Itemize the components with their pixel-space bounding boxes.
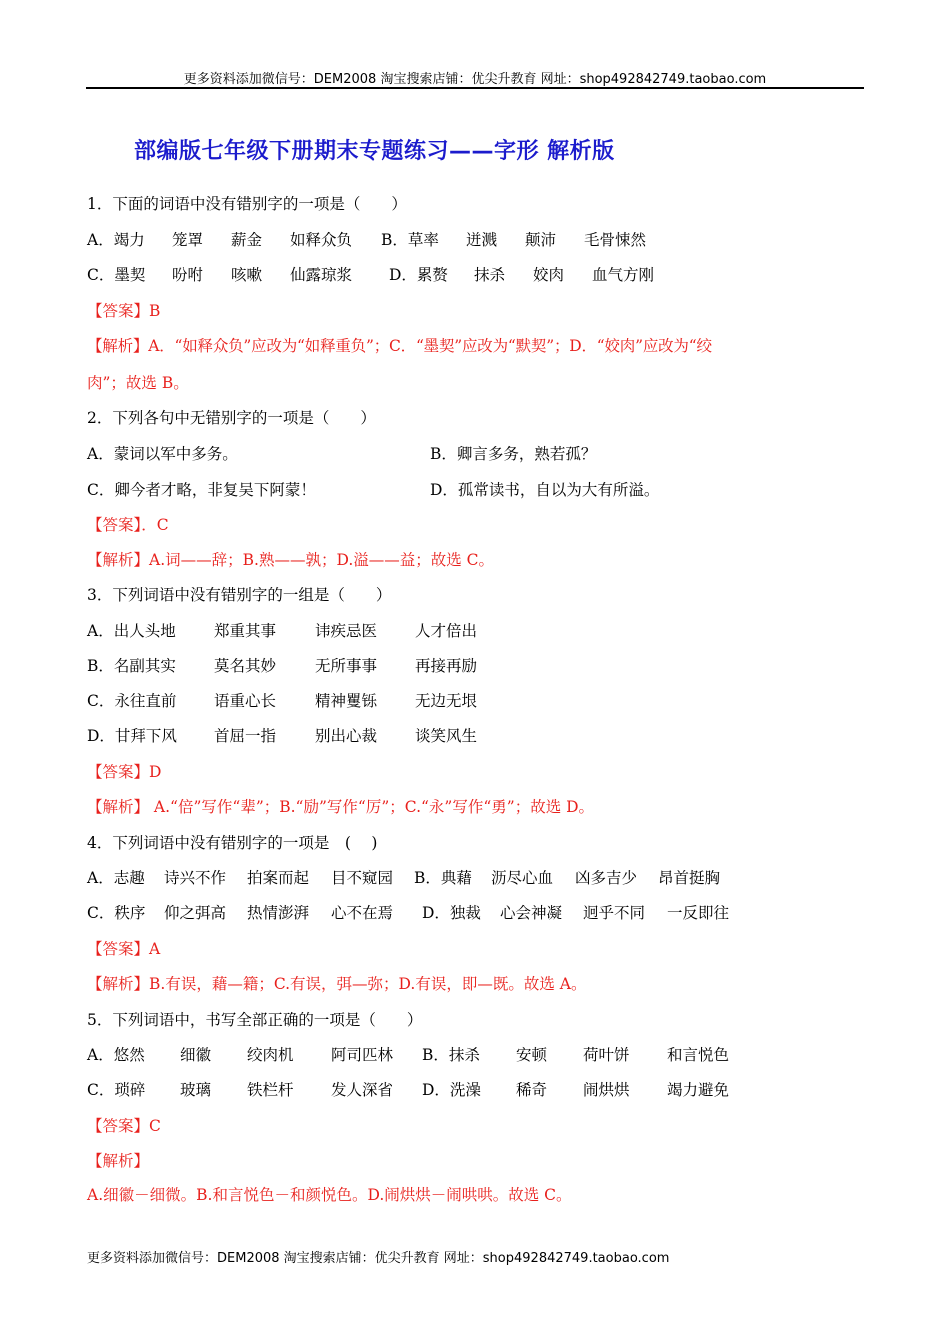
q3-option-d-3: 别出心裁 <box>315 727 378 745</box>
page-header: 更多资料添加微信号：DEM2008 淘宝搜索店铺：优尖升教育 网址：shop492842749.taobao.com <box>183 72 767 87</box>
q2-option-d: D．孤常读书，自以为大有所溢。 <box>430 481 660 499</box>
q1-option-a-2: 笼罩 <box>172 231 204 249</box>
q1-option-d-4: 血气方刚 <box>592 266 655 284</box>
q4-answer: 【答案】A <box>87 940 161 958</box>
q3-answer: 【答案】D <box>87 763 162 781</box>
q1-option-b-1: B．草率 <box>381 231 439 249</box>
q3-option-b-1: B．名副其实 <box>87 657 176 675</box>
q4-option-a-3: 拍案而起 <box>247 869 310 887</box>
q5-option-a-2: 细徽 <box>180 1046 212 1064</box>
q1-option-a-4: 如释众负 <box>290 231 353 249</box>
q5-option-b-2: 安顿 <box>516 1046 548 1064</box>
q1-option-b-4: 毛骨悚然 <box>584 231 647 249</box>
q5-analysis: A.细徽－细微。B.和言悦色－和颜悦色。D.闹烘烘－闹哄哄。故选 C。 <box>87 1186 572 1204</box>
q1-option-d-1: D．累赘 <box>389 266 448 284</box>
question-1-stem: 1．下面的词语中没有错别字的一项是（ ） <box>87 195 407 213</box>
q3-option-a-3: 讳疾忌医 <box>315 622 378 640</box>
q5-answer: 【答案】C <box>87 1117 161 1135</box>
q4-option-a-4: 目不窥园 <box>331 869 394 887</box>
q5-option-d-2: 稀奇 <box>516 1081 548 1099</box>
q4-option-a-1: A．志趣 <box>87 869 145 887</box>
q4-option-c-4: 心不在焉 <box>331 904 394 922</box>
q4-option-d-3: 迥乎不同 <box>583 904 646 922</box>
q3-option-c-1: C．永往直前 <box>87 692 177 710</box>
q5-option-b-1: B．抹杀 <box>422 1046 480 1064</box>
q3-option-c-2: 语重心长 <box>214 692 277 710</box>
question-5-stem: 5．下列词语中，书写全部正确的一项是（ ） <box>87 1011 423 1029</box>
q5-option-d-4: 竭力避免 <box>667 1081 730 1099</box>
q1-option-b-2: 迸溅 <box>466 231 498 249</box>
q5-option-b-3: 荷叶饼 <box>583 1046 630 1064</box>
q3-option-d-1: D．甘拜下风 <box>87 727 177 745</box>
q5-option-c-1: C．琐碎 <box>87 1081 146 1099</box>
page-footer: 更多资料添加微信号：DEM2008 淘宝搜索店铺：优尖升教育 网址：shop492842749.taobao.com <box>87 1251 670 1266</box>
q5-option-a-4: 阿司匹林 <box>331 1046 394 1064</box>
q1-option-c-2: 吩咐 <box>172 266 204 284</box>
q4-option-c-1: C．秩序 <box>87 904 146 922</box>
q2-analysis: 【解析】A.词——辞；B.熟——孰；D.溢——益；故选 C。 <box>87 551 495 569</box>
question-3-stem: 3．下列词语中没有错别字的一组是（ ） <box>87 586 392 604</box>
q1-option-a-3: 薪金 <box>231 231 263 249</box>
q5-option-b-4: 和言悦色 <box>667 1046 730 1064</box>
q3-option-d-4: 谈笑风生 <box>415 727 478 745</box>
q4-option-b-2: 沥尽心血 <box>491 869 554 887</box>
q3-option-c-3: 精神矍铄 <box>315 692 378 710</box>
q4-option-b-3: 凶多吉少 <box>575 869 638 887</box>
q1-option-c-4: 仙露琼浆 <box>290 266 353 284</box>
q3-option-c-4: 无边无垠 <box>415 692 478 710</box>
q5-option-a-1: A．悠然 <box>87 1046 145 1064</box>
q5-option-d-1: D．洗澡 <box>422 1081 481 1099</box>
q1-answer: 【答案】B <box>87 302 161 320</box>
q1-analysis-cont: 肉”；故选 B。 <box>87 374 189 392</box>
q3-option-d-2: 首屈一指 <box>214 727 277 745</box>
q1-option-d-2: 抹杀 <box>474 266 506 284</box>
q5-option-d-3: 闹烘烘 <box>583 1081 630 1099</box>
q2-option-a: A．蒙词以军中多务。 <box>87 445 238 463</box>
q5-option-a-3: 绞肉机 <box>247 1046 294 1064</box>
q4-option-a-2: 诗兴不作 <box>164 869 227 887</box>
q1-option-b-3: 颠沛 <box>525 231 557 249</box>
q5-analysis-label: 【解析】 <box>87 1152 150 1170</box>
q1-analysis: 【解析】A．“如释众负”应改为“如释重负”；C．“墨契”应改为“默契”；D．“姣肉”应改为“绞 <box>87 337 712 355</box>
q3-option-a-2: 郑重其事 <box>214 622 277 640</box>
q1-option-a-1: A．竭力 <box>87 231 145 249</box>
header-divider <box>86 87 864 89</box>
q5-option-c-3: 铁栏杆 <box>247 1081 294 1099</box>
q3-option-a-4: 人才倍出 <box>415 622 478 640</box>
q4-analysis: 【解析】B.有误，藉—籍；C.有误，弭—弥；D.有误，即—既。故选 A。 <box>87 975 587 993</box>
q3-option-b-4: 再接再励 <box>415 657 478 675</box>
q3-option-b-3: 无所事事 <box>315 657 378 675</box>
q4-option-c-2: 仰之弭高 <box>164 904 227 922</box>
q1-option-d-3: 姣肉 <box>533 266 565 284</box>
q2-option-c: C．卿今者才略，非复吴下阿蒙！ <box>87 481 316 499</box>
q4-option-d-2: 心会神凝 <box>500 904 563 922</box>
q5-option-c-4: 发人深省 <box>331 1081 394 1099</box>
document-title: 部编版七年级下册期末专题练习——字形 解析版 <box>134 139 615 164</box>
q2-answer: 【答案】．C <box>87 516 169 534</box>
q1-option-c-1: C．墨契 <box>87 266 146 284</box>
q5-option-c-2: 玻璃 <box>180 1081 212 1099</box>
q1-option-c-3: 咳嗽 <box>231 266 263 284</box>
q3-option-a-1: A．出人头地 <box>87 622 176 640</box>
q4-option-b-4: 昂首挺胸 <box>658 869 721 887</box>
q4-option-d-4: 一反即往 <box>667 904 730 922</box>
q2-option-b: B．卿言多务，熟若孤？ <box>430 445 597 463</box>
question-4-stem: 4．下列词语中没有错别字的一项是 ( ) <box>87 834 378 852</box>
q3-option-b-2: 莫名其妙 <box>214 657 277 675</box>
q4-option-d-1: D．独裁 <box>422 904 481 922</box>
q3-analysis: 【解析】 A.“倍”写作“辈”；B.“励”写作“厉”；C.“永”写作“勇”；故选 D。 <box>87 798 595 816</box>
question-2-stem: 2．下列各句中无错别字的一项是（ ） <box>87 409 376 427</box>
q4-option-c-3: 热情澎湃 <box>247 904 310 922</box>
q4-option-b-1: B．典藉 <box>414 869 472 887</box>
